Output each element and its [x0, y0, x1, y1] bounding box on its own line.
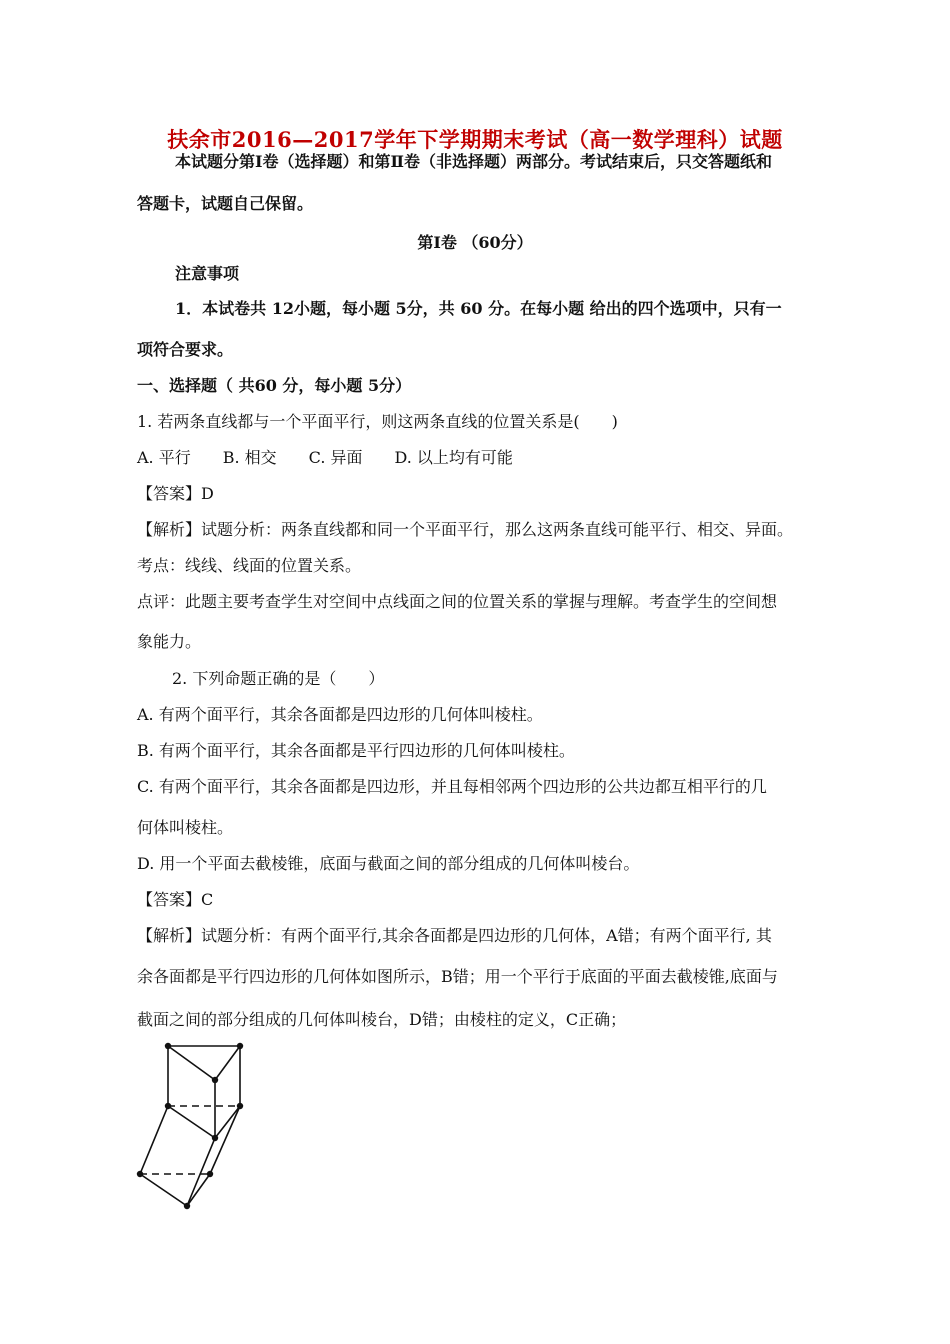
- question-1-options: A. 平行 B. 相交 C. 异面 D. 以上均有可能: [137, 448, 513, 467]
- notice-item-1-line-1: 1．本试卷共 12小题，每小题 5分，共 60 分。在每小题 给出的四个选项中，只有一: [175, 299, 782, 318]
- notice-heading: 注意事项: [175, 264, 240, 283]
- question-2-option: D. 用一个平面去截棱锥，底面与截面之间的部分组成的几何体叫棱台。: [137, 854, 640, 873]
- question-2-option: B. 有两个面平行，其余各面都是平行四边形的几何体叫棱柱。: [137, 741, 575, 760]
- question-2-option: C. 有两个面平行，其余各面都是四边形，并且每相邻两个四边形的公共边都互相平行的几: [137, 777, 767, 796]
- figure-edges: [140, 1046, 240, 1206]
- question-1-answer: 【答案】D: [137, 484, 214, 503]
- section-header: 第Ⅰ卷 （60分）: [417, 233, 533, 252]
- question-1-analysis-line: 考点：线线、线面的位置关系。: [137, 556, 362, 575]
- question-2-stem: 2. 下列命题正确的是（ ）: [172, 669, 385, 688]
- question-2-answer: 【答案】C: [137, 890, 214, 909]
- polyhedron-figure: [130, 1036, 260, 1216]
- question-1-analysis-line: 【解析】试题分析：两条直线都和同一个平面平行，那么这两条直线可能平行、相交、异面。: [137, 520, 794, 539]
- question-1-stem: 1. 若两条直线都与一个平面平行，则这两条直线的位置关系是( ): [137, 412, 618, 431]
- question-2-analysis-line: 余各面都是平行四边形的几何体如图所示，B错；用一个平行于底面的平面去截棱锥,底面与: [137, 967, 778, 986]
- figure-vertices: [137, 1043, 243, 1209]
- question-1-analysis-line: 象能力。: [137, 632, 202, 651]
- question-2-analysis-line: 截面之间的部分组成的几何体叫棱台，D错；由棱柱的定义，C正确；: [137, 1010, 627, 1029]
- question-1-analysis-line: 点评：此题主要考查学生对空间中点线面之间的位置关系的掌握与理解。考查学生的空间想: [137, 592, 778, 611]
- question-2-analysis-line: 【解析】试题分析：有两个面平行,其余各面都是四边形的几何体，A错；有两个面平行, 其: [137, 926, 772, 945]
- part-one-heading: 一、选择题（ 共60 分，每小题 5分）: [137, 376, 412, 395]
- intro-line-2: 答题卡，试题自己保留。: [137, 194, 314, 213]
- document-title: 扶余市2016—2017学年下学期期末考试（高一数学理科）试题: [167, 127, 783, 152]
- notice-item-1-line-2: 项符合要求。: [137, 340, 234, 359]
- question-2-option: 何体叫棱柱。: [137, 818, 234, 837]
- intro-line-1: 本试题分第Ⅰ卷（选择题）和第Ⅱ卷（非选择题）两部分。考试结束后，只交答题纸和: [175, 152, 772, 171]
- question-2-option: A. 有两个面平行，其余各面都是四边形的几何体叫棱柱。: [137, 705, 543, 724]
